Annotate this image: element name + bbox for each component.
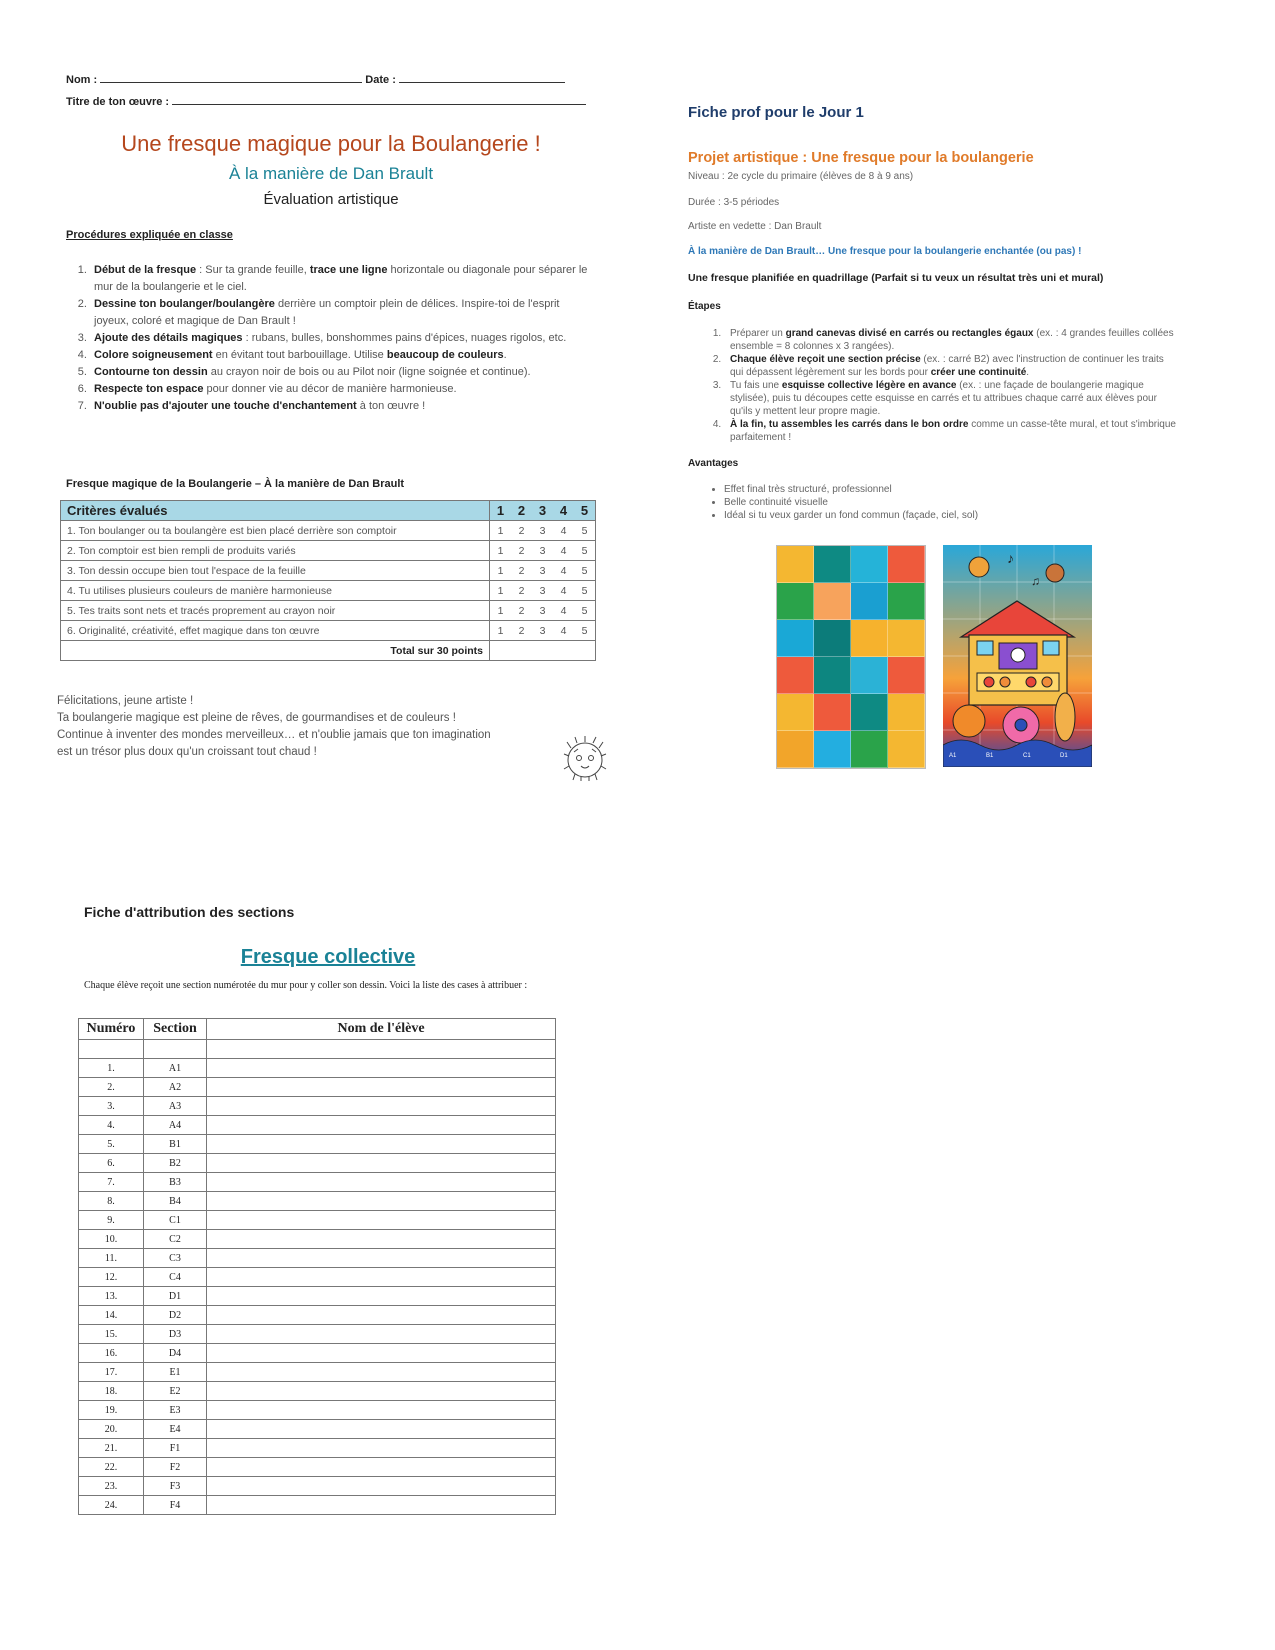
rubric-score-option[interactable]: 5: [574, 601, 596, 621]
student-name-field[interactable]: [207, 1173, 556, 1192]
table-row: [79, 1306, 556, 1325]
procedure-step-bold: Dessine ton boulanger/boulangère: [94, 298, 275, 310]
avantage-item: • Effet final très structuré, professionnel: [724, 483, 1178, 496]
sections-spacer-cell: [144, 1040, 207, 1059]
etape-text: (ex. : une façade de boulangerie magique stylisée), puis tu découpes cette esquisse en carrés et tu attribues chaque carré aux élèves pour qu'ils y mettent leur propre magie.: [730, 380, 1157, 417]
etape-item: [724, 379, 1178, 418]
rubric-score-option[interactable]: 1: [490, 601, 512, 621]
avantage-item: • Idéal si tu veux garder un fond commun (façade, ciel, sol): [724, 509, 1178, 522]
rubric-scale-header: 3: [532, 501, 553, 521]
avantages-heading: Avantages: [688, 458, 739, 469]
rubric-row: [61, 601, 596, 621]
date-input-line[interactable]: [399, 72, 565, 83]
grid-cell: [851, 546, 888, 583]
rubric-row: [61, 581, 596, 601]
procedures-list-container: [66, 262, 596, 415]
section-numero: 14.: [79, 1306, 144, 1325]
nom-label: Nom :: [66, 74, 98, 86]
table-row: [79, 1382, 556, 1401]
etape-text: (ex. : 4 grandes feuilles collées ensemble = 8 colonnes x 3 rangées).: [730, 328, 1174, 352]
etape-text: (ex. : carré B2) avec l'instruction de continuer les traits qui dépassent légèrement sur les bords pour: [730, 354, 1164, 378]
grid-cell: [814, 546, 851, 583]
rubric-score-option[interactable]: 2: [511, 521, 532, 541]
artiste-text: Artiste en vedette : Dan Brault: [688, 221, 822, 232]
section-code: F2: [144, 1458, 207, 1477]
art-label: B1: [986, 753, 994, 759]
rubric-table: [60, 500, 596, 661]
rubric-score-option[interactable]: 2: [511, 621, 532, 641]
rubric-score-option[interactable]: 4: [553, 601, 574, 621]
table-row: [79, 1458, 556, 1477]
student-name-field[interactable]: [207, 1306, 556, 1325]
section-code: F3: [144, 1477, 207, 1496]
procedure-step: [90, 330, 596, 347]
etape-bold: Chaque élève reçoit une section précise: [730, 354, 921, 365]
page-subtitle: À la manière de Dan Brault: [228, 164, 434, 183]
grid-cell: [888, 731, 925, 768]
section-code: B4: [144, 1192, 207, 1211]
etape-text: .: [1026, 367, 1030, 378]
niveau-text: Niveau : 2e cycle du primaire (élèves de 8 à 9 ans): [688, 171, 914, 182]
section-numero: 22.: [79, 1458, 144, 1477]
rubric-score-option[interactable]: 4: [553, 541, 574, 561]
section-code: E4: [144, 1420, 207, 1439]
section-code: B1: [144, 1135, 207, 1154]
grid-cell: [777, 731, 814, 768]
closing-line: Félicitations, jeune artiste !: [57, 695, 194, 707]
table-row: [79, 1097, 556, 1116]
attribution-heading: Fiche d'attribution des sections: [84, 904, 295, 920]
date-label: Date :: [365, 74, 396, 86]
table-row: [79, 1287, 556, 1306]
section-code: F1: [144, 1439, 207, 1458]
section-numero: 1.: [79, 1059, 144, 1078]
rubric-score-option[interactable]: 3: [532, 581, 553, 601]
section-numero: 18.: [79, 1382, 144, 1401]
section-code: D3: [144, 1325, 207, 1344]
rubric-scale-header: 1: [490, 501, 512, 521]
sections-table: [78, 1018, 556, 1515]
section-code: A3: [144, 1097, 207, 1116]
section-code: C1: [144, 1211, 207, 1230]
section-code: A4: [144, 1116, 207, 1135]
fiche-prof-title: Fiche prof pour le Jour 1: [688, 104, 864, 121]
student-name-field[interactable]: [207, 1135, 556, 1154]
etape-bold: À la fin, tu assembles les carrés dans le bon ordre: [730, 419, 969, 430]
rubric-score-option[interactable]: 3: [532, 621, 553, 641]
section-code: E2: [144, 1382, 207, 1401]
page-title: Une fresque magique pour la Boulangerie !: [121, 131, 541, 156]
etapes-list: [688, 327, 1178, 444]
avantages-container: [688, 483, 1178, 522]
fresque-collective-title: Fresque collective: [240, 946, 416, 968]
procedure-step-bold: beaucoup de couleurs: [386, 349, 504, 361]
section-numero: 8.: [79, 1192, 144, 1211]
rubric-criterion: 3. Ton dessin occupe bien tout l'espace de la feuille: [61, 561, 490, 581]
rubric-score-option[interactable]: 3: [532, 561, 553, 581]
closing-line: Ta boulangerie magique est pleine de rêves, de gourmandises et de couleurs !: [57, 712, 456, 724]
etape-text: comme un casse-tête mural, et tout s'imbrique parfaitement !: [730, 419, 1176, 443]
grid-cell: [814, 620, 851, 657]
rubric-total-row: [61, 641, 596, 661]
section-code: D4: [144, 1344, 207, 1363]
rubric-score-option[interactable]: 2: [511, 561, 532, 581]
rubric-total-value[interactable]: [490, 641, 596, 661]
student-name-field[interactable]: [207, 1401, 556, 1420]
section-code: B3: [144, 1173, 207, 1192]
procedure-step: [90, 262, 596, 296]
rubric-criterion: 6. Originalité, créativité, effet magique dans ton œuvre: [61, 621, 490, 641]
procedure-step-text: à ton œuvre !: [356, 400, 426, 412]
procedures-heading: Procédures expliquée en classe: [66, 229, 233, 241]
sections-spacer-cell: [79, 1040, 144, 1059]
nom-input-line[interactable]: [100, 72, 362, 83]
table-row: [79, 1230, 556, 1249]
nom-field-row: [66, 72, 565, 86]
procedures-list: [66, 262, 596, 415]
rubric-header-row: [61, 501, 596, 521]
sections-header-row: [79, 1019, 556, 1040]
rubric-scale-header: 5: [574, 501, 596, 521]
table-row: [79, 1192, 556, 1211]
closing-line: Continue à inventer des mondes merveilleux… et n'oublie jamais que ton imagination: [57, 729, 491, 741]
rubric-criterion: 4. Tu utilises plusieurs couleurs de manière harmonieuse: [61, 581, 490, 601]
student-name-field[interactable]: [207, 1154, 556, 1173]
color-grid-image: [776, 545, 926, 769]
procedure-step-bold: Ajoute des détails magiques: [94, 332, 243, 344]
titre-label: Titre de ton œuvre :: [66, 96, 170, 108]
table-row: [79, 1439, 556, 1458]
student-name-field[interactable]: [207, 1211, 556, 1230]
hedgehog-icon: [563, 734, 607, 782]
student-name-field[interactable]: [207, 1344, 556, 1363]
section-code: C4: [144, 1268, 207, 1287]
grid-cell: [814, 657, 851, 694]
etape-bold: créer une continuité: [930, 367, 1027, 378]
rubric-score-option[interactable]: 1: [490, 621, 512, 641]
student-name-field[interactable]: [207, 1325, 556, 1344]
section-code: E3: [144, 1401, 207, 1420]
table-row: [79, 1078, 556, 1097]
project-title: Projet artistique : Une fresque pour la boulangerie: [688, 150, 1034, 166]
section-numero: 2.: [79, 1078, 144, 1097]
table-row: [79, 1401, 556, 1420]
grid-cell: [814, 694, 851, 731]
svg-text:♫: ♫: [1031, 574, 1040, 588]
grid-cell: [814, 731, 851, 768]
grid-cell: [777, 583, 814, 620]
rubric-score-option[interactable]: 3: [532, 601, 553, 621]
rubric-score-option[interactable]: 1: [490, 561, 512, 581]
sections-spacer-row: [79, 1040, 556, 1059]
student-name-field[interactable]: [207, 1268, 556, 1287]
procedure-step-text: pour donner vie au décor de manière harmonieuse.: [203, 383, 457, 395]
section-numero: 4.: [79, 1116, 144, 1135]
student-name-field[interactable]: [207, 1097, 556, 1116]
grid-cell: [814, 583, 851, 620]
procedure-step-text: .: [503, 349, 507, 361]
table-row: [79, 1116, 556, 1135]
rubric-score-option[interactable]: 5: [574, 581, 596, 601]
grid-cell: [851, 657, 888, 694]
procedure-step: [90, 364, 596, 381]
sections-spacer-cell: [207, 1040, 556, 1059]
grid-cell: [888, 620, 925, 657]
grid-cell: [888, 657, 925, 694]
grid-cell: [888, 694, 925, 731]
table-row: [79, 1363, 556, 1382]
table-row: [79, 1249, 556, 1268]
grid-cell: [851, 583, 888, 620]
grid-cell: [777, 620, 814, 657]
student-name-field[interactable]: [207, 1439, 556, 1458]
rubric-criterion: 1. Ton boulanger ou ta boulangère est bien placé derrière son comptoir: [61, 521, 490, 541]
etape-text: Tu fais une: [730, 380, 782, 391]
grid-cell: [888, 546, 925, 583]
procedure-step-text: : Sur ta grande feuille,: [196, 264, 310, 276]
section-numero: 15.: [79, 1325, 144, 1344]
rubric-score-option[interactable]: 4: [553, 621, 574, 641]
plan-text: Une fresque planifiée en quadrillage (Parfait si tu veux un résultat très uni et mural): [688, 272, 1104, 284]
student-name-field[interactable]: [207, 1116, 556, 1135]
table-row: [79, 1268, 556, 1287]
procedure-step-bold: Début de la fresque: [94, 264, 197, 276]
art-label: C1: [1023, 753, 1031, 759]
rubric-score-option[interactable]: 1: [490, 541, 512, 561]
table-row: [79, 1496, 556, 1515]
rubric-score-option[interactable]: 4: [553, 561, 574, 581]
procedure-step-text: au crayon noir de bois ou au Pilot noir (ligne soignée et continue).: [207, 366, 531, 378]
rubric-score-option[interactable]: 1: [490, 521, 512, 541]
grid-cell: [851, 620, 888, 657]
table-row: [79, 1325, 556, 1344]
student-name-field[interactable]: [207, 1477, 556, 1496]
rubric-score-option[interactable]: 3: [532, 521, 553, 541]
student-name-field[interactable]: [207, 1458, 556, 1477]
procedure-step-text: : rubans, bulles, bonshommes pains d'épices, nuages rigolos, etc.: [242, 332, 567, 344]
student-name-field[interactable]: [207, 1249, 556, 1268]
section-code: F4: [144, 1496, 207, 1515]
rubric-criterion: 2. Ton comptoir est bien rempli de produits variés: [61, 541, 490, 561]
student-name-field[interactable]: [207, 1363, 556, 1382]
rubric-score-option[interactable]: 5: [574, 621, 596, 641]
table-row: [79, 1211, 556, 1230]
table-row: [79, 1344, 556, 1363]
section-numero: 9.: [79, 1211, 144, 1230]
section-numero: 12.: [79, 1268, 144, 1287]
procedure-step-text: derrière un comptoir plein de délices. Inspire-toi de l'esprit joyeux, coloré et magique de Dan Brault !: [94, 298, 560, 327]
etape-text: Préparer un: [730, 328, 786, 339]
procedure-step-text: horizontale ou diagonale pour séparer le mur de la boulangerie et le ciel.: [94, 264, 588, 293]
rubric-scale-header: 4: [553, 501, 574, 521]
rubric-scale-header: 2: [511, 501, 532, 521]
titre-input-line[interactable]: [172, 94, 586, 105]
grid-cell: [851, 694, 888, 731]
section-numero: 5.: [79, 1135, 144, 1154]
table-row: [79, 1059, 556, 1078]
procedure-step-bold: trace une ligne: [309, 264, 388, 276]
procedure-step-text: en évitant tout barbouillage. Utilise: [212, 349, 387, 361]
bakery-artwork-image: [943, 545, 1092, 767]
section-numero: 3.: [79, 1097, 144, 1116]
etape-item: [724, 327, 1178, 353]
student-name-field[interactable]: [207, 1496, 556, 1515]
rubric-total-label: Total sur 30 points: [61, 641, 490, 661]
table-row: [79, 1420, 556, 1439]
sections-column-header: Section: [144, 1019, 207, 1040]
grid-cell: [777, 694, 814, 731]
table-row: [79, 1173, 556, 1192]
section-code: C3: [144, 1249, 207, 1268]
rubric-title: Fresque magique de la Boulangerie – À la manière de Dan Brault: [66, 478, 405, 490]
etapes-heading: Étapes: [688, 301, 721, 312]
section-code: A2: [144, 1078, 207, 1097]
table-row: [79, 1135, 556, 1154]
rubric-score-option[interactable]: 4: [553, 581, 574, 601]
art-label: D1: [1060, 753, 1068, 759]
rubric-score-option[interactable]: 1: [490, 581, 512, 601]
art-label: A1: [949, 753, 957, 759]
section-numero: 17.: [79, 1363, 144, 1382]
rubric-score-option[interactable]: 5: [574, 561, 596, 581]
duree-text: Durée : 3-5 périodes: [688, 197, 780, 208]
closing-message: [57, 693, 491, 761]
procedure-step: [90, 381, 596, 398]
grid-cell: [777, 657, 814, 694]
rubric-score-option[interactable]: 2: [511, 581, 532, 601]
grid-cell: [888, 583, 925, 620]
section-numero: 21.: [79, 1439, 144, 1458]
rubric-score-option[interactable]: 5: [574, 541, 596, 561]
avantage-item: • Belle continuité visuelle: [724, 496, 1178, 509]
rubric-score-option[interactable]: 4: [553, 521, 574, 541]
closing-line: est un trésor plus doux qu'un croissant tout chaud !: [57, 746, 317, 758]
rubric-row: [61, 561, 596, 581]
procedure-step-bold: Contourne ton dessin: [94, 366, 208, 378]
section-code: A1: [144, 1059, 207, 1078]
section-numero: 23.: [79, 1477, 144, 1496]
avantages-list: [688, 483, 1178, 522]
section-numero: 19.: [79, 1401, 144, 1420]
section-code: E1: [144, 1363, 207, 1382]
section-numero: 6.: [79, 1154, 144, 1173]
rubric-criterion: 5. Tes traits sont nets et tracés proprement au crayon noir: [61, 601, 490, 621]
rubric-row: [61, 521, 596, 541]
rubric-score-option[interactable]: 2: [511, 601, 532, 621]
rubric-score-option[interactable]: 5: [574, 521, 596, 541]
etapes-container: [688, 327, 1178, 444]
grid-cell: [851, 731, 888, 768]
etape-bold: grand canevas divisé en carrés ou rectangles égaux: [785, 328, 1034, 339]
attribution-intro: Chaque élève reçoit une section numérotée du mur pour y coller son dessin. Voici la liste des cases à attribuer :: [84, 980, 528, 991]
section-code: C2: [144, 1230, 207, 1249]
rubric-score-option[interactable]: 2: [511, 541, 532, 561]
etape-bold: esquisse collective légère en avance: [781, 380, 957, 391]
procedure-step: [90, 296, 596, 330]
section-numero: 11.: [79, 1249, 144, 1268]
rubric-header-label: Critères évalués: [61, 501, 490, 521]
student-name-field[interactable]: [207, 1192, 556, 1211]
etape-item: [724, 418, 1178, 444]
section-code: D1: [144, 1287, 207, 1306]
section-code: B2: [144, 1154, 207, 1173]
student-name-field[interactable]: [207, 1287, 556, 1306]
rubric-score-option[interactable]: 3: [532, 541, 553, 561]
student-name-field[interactable]: [207, 1420, 556, 1439]
section-numero: 24.: [79, 1496, 144, 1515]
section-code: D2: [144, 1306, 207, 1325]
table-row: [79, 1477, 556, 1496]
tagline-text: À la manière de Dan Brault… Une fresque pour la boulangerie enchantée (ou pas) !: [688, 246, 1082, 257]
section-numero: 20.: [79, 1420, 144, 1439]
student-name-field[interactable]: [207, 1059, 556, 1078]
table-row: [79, 1154, 556, 1173]
student-name-field[interactable]: [207, 1078, 556, 1097]
sections-column-header: Numéro: [79, 1019, 144, 1040]
student-name-field[interactable]: [207, 1382, 556, 1401]
sections-column-header: Nom de l'élève: [207, 1019, 556, 1040]
procedure-step-bold: N'oublie pas d'ajouter une touche d'enchantement: [94, 400, 357, 412]
etape-item: [724, 353, 1178, 379]
rubric-row: [61, 541, 596, 561]
section-numero: 13.: [79, 1287, 144, 1306]
grid-cell: [777, 546, 814, 583]
rubric-row: [61, 621, 596, 641]
section-numero: 16.: [79, 1344, 144, 1363]
section-numero: 7.: [79, 1173, 144, 1192]
titre-field-row: [66, 94, 586, 108]
procedure-step-bold: Respecte ton espace: [94, 383, 204, 395]
sections-table-container: [78, 1018, 556, 1515]
svg-text:♪: ♪: [1007, 550, 1014, 566]
rubric-container: [60, 500, 596, 661]
procedure-step-bold: Colore soigneusement: [94, 349, 213, 361]
evaluation-heading: Évaluation artistique: [263, 191, 399, 208]
section-numero: 10.: [79, 1230, 144, 1249]
procedure-step: [90, 347, 596, 364]
procedure-step: [90, 398, 596, 415]
student-name-field[interactable]: [207, 1230, 556, 1249]
